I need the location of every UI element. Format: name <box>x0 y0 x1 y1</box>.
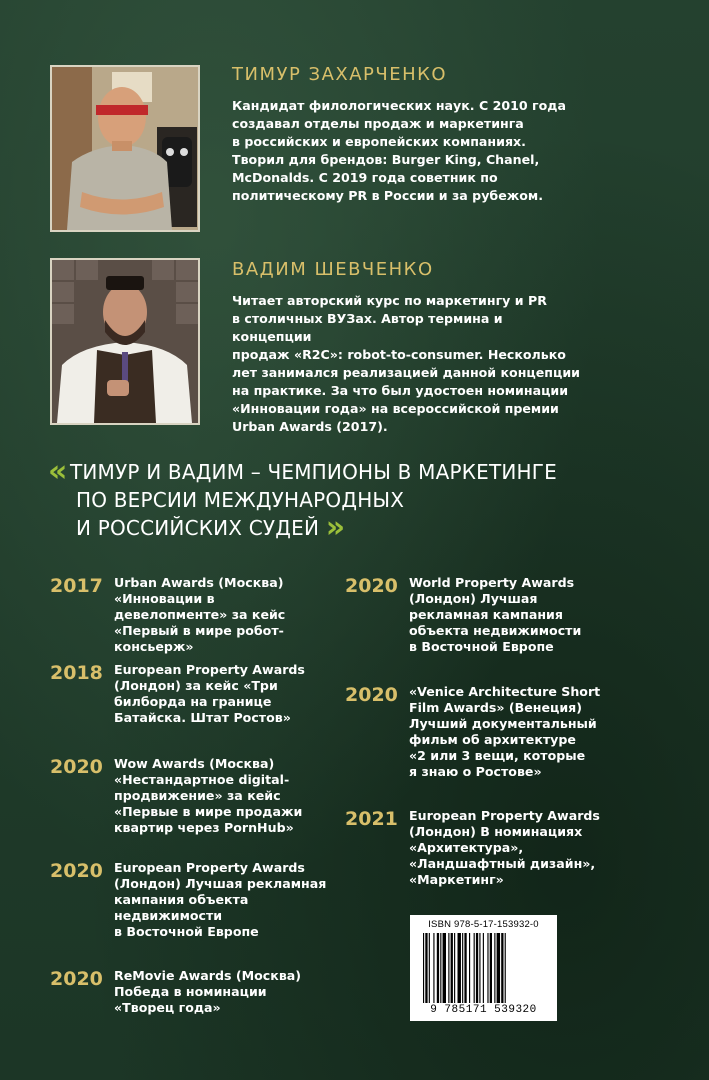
award-year: 2017 <box>50 575 103 597</box>
barcode-bar <box>464 933 466 1003</box>
heading-line-1-text: ТИМУР И ВАДИМ – ЧЕМПИОНЫ В МАРКЕТИНГЕ <box>69 460 558 484</box>
award-text: European Property Awards (Лондон) за кейс «Три билборда на границе Батайска. Штат Ростов» <box>114 662 305 725</box>
heading-line-3-text: И РОССИЙСКИХ СУДЕЙ <box>76 516 320 540</box>
award-text: «Venice Architecture Short Film Awards» (Венеция) Лучший документальный фильм об архитектуре «2 или 3 вещи, которые я знаю о Ростове» <box>409 684 601 779</box>
heading-line-3 <box>48 510 688 545</box>
award-text: European Property Awards (Лондон) В номинациях «Архитектура», «Ландшафтный дизайн», «Маркетинг» <box>409 808 600 887</box>
barcode-bar <box>473 933 474 1003</box>
close-quote-glyph: » <box>325 510 342 545</box>
isbn-barcode-box <box>410 915 557 1021</box>
author-bio-zakharchenko: Кандидат филологических наук. С 2010 года создавал отделы продаж и маркетинга в российских и европейских компаниях. Творил для брендов: Burger King, Chanel, McDonalds. С 2019 года советник по политическому PR в России и за рубежом. <box>232 98 566 203</box>
award-year: 2020 <box>345 684 398 706</box>
award-year: 2020 <box>50 968 103 990</box>
barcode-bar <box>504 933 505 1003</box>
barcode-bar <box>450 933 452 1003</box>
heading-line-1 <box>48 454 688 489</box>
barcode-bar <box>423 933 424 1003</box>
barcode-bar <box>436 933 438 1003</box>
barcode-bar <box>442 933 445 1003</box>
author-photo-zakharchenko <box>50 65 200 232</box>
barcode-bar <box>501 933 503 1003</box>
barcode-bar <box>494 933 495 1003</box>
award-text: European Property Awards (Лондон) Лучшая рекламная кампания объекта недвижимости в Восточной Европе <box>114 860 327 939</box>
barcode-icon <box>419 933 549 1003</box>
award-text: Urban Awards (Москва) «Инновации в девелопменте» за кейс «Первый в мире робот- консьерж» <box>114 575 286 654</box>
award-text: ReMovie Awards (Москва) Победа в номинации «Творец года» <box>114 968 302 1015</box>
isbn-label: ISBN 978-5-17-153932-0 <box>428 919 539 930</box>
portrait-man-vest-photo <box>52 260 198 423</box>
open-quote-glyph: « <box>48 454 64 489</box>
award-year: 2020 <box>50 860 103 882</box>
barcode-bar <box>448 933 449 1003</box>
barcode-bar <box>475 933 477 1003</box>
award-year: 2018 <box>50 662 103 684</box>
portrait-man-blindfold-photo <box>52 67 198 230</box>
barcode-bar <box>433 933 434 1003</box>
barcode-bar <box>469 933 470 1003</box>
award-year: 2020 <box>50 756 103 778</box>
barcode-bar <box>428 933 429 1003</box>
author-bio-shevchenko: Читает авторский курс по маркетингу и PR в столичных ВУЗах. Автор термина и концепции продаж «R2C»: robot-to-consumer. Несколько лет занимался реализацией данной концепции на практике. За что был удостоен номинации «Инновации года» на всероссийской премии Urban Awards (2017). <box>232 293 580 434</box>
champions-heading <box>48 454 688 545</box>
award-text: World Property Awards (Лондон) Лучшая рекламная кампания объекта недвижимости в Восточной Европе <box>409 575 582 654</box>
award-year: 2021 <box>345 808 398 830</box>
barcode-bar <box>496 933 499 1003</box>
barcode-bar <box>489 933 491 1003</box>
barcode-number: 9 785171 539320 <box>430 1004 537 1016</box>
author-name-shevchenko: ВАДИМ ШЕВЧЕНКО <box>232 259 434 280</box>
heading-line-2: ПО ВЕРСИИ МЕЖДУНАРОДНЫХ <box>76 488 405 512</box>
author-photo-shevchenko <box>50 258 200 425</box>
barcode-bar <box>487 933 488 1003</box>
barcode-bar <box>462 933 463 1003</box>
barcode-bar <box>482 933 483 1003</box>
barcode-bar <box>479 933 480 1003</box>
award-text: Wow Awards (Москва) «Нестандартное digital- продвижение» за кейс «Первые в мире продажи квартир через PornHub» <box>114 756 303 835</box>
barcode-bar <box>425 933 427 1003</box>
author-name-zakharchenko: ТИМУР ЗАХАРЧЕНКО <box>232 64 448 85</box>
award-year: 2020 <box>345 575 398 597</box>
barcode-bar <box>440 933 441 1003</box>
barcode-bar <box>454 933 455 1003</box>
barcode-bar <box>457 933 460 1003</box>
